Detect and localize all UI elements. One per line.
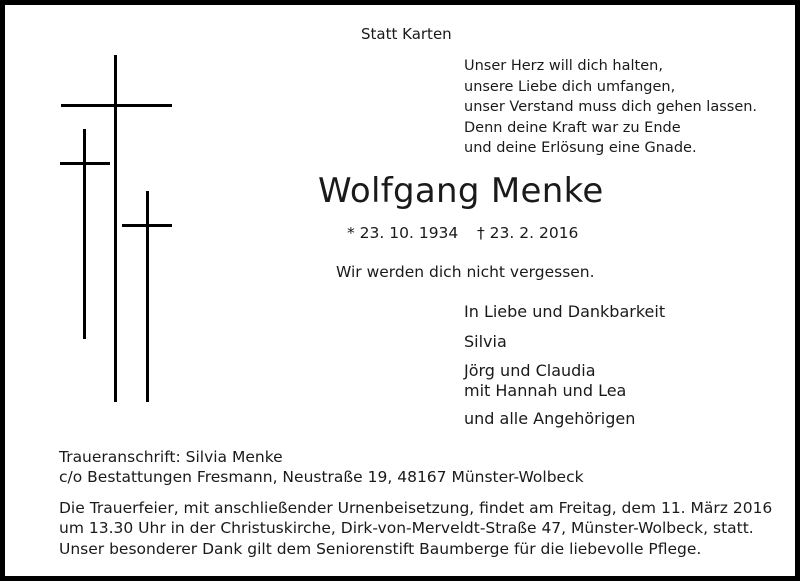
cross-left-vertical (83, 129, 86, 339)
cross-large-horizontal (61, 104, 172, 107)
funeral-note-line: Unser besonderer Dank gilt dem Seniorenstift Baumberge für die liebevolle Pflege. (59, 540, 702, 558)
poem-line: unsere Liebe dich umfangen, (464, 78, 676, 95)
funeral-note-line: Die Trauerfeier, mit anschließender Urnenbeisetzung, findet am Freitag, dem 11. März 2016 (59, 499, 773, 517)
signature-intro: In Liebe und Dankbarkeit (464, 302, 666, 321)
signature-line: und alle Angehörigen (464, 409, 636, 428)
poem-line: Denn deine Kraft war zu Ende (464, 119, 681, 136)
death-date: † 23. 2. 2016 (477, 224, 579, 242)
poem (464, 56, 757, 159)
cross-large-vertical (114, 55, 117, 402)
funeral-note-line: um 13.30 Uhr in der Christuskirche, Dirk-von-Merveldt-Straße 47, Münster-Wolbeck, statt. (59, 519, 754, 537)
statt-karten-heading: Statt Karten (361, 25, 452, 43)
mourning-address-line: Traueranschrift: Silvia Menke (59, 448, 283, 466)
poem-line: Unser Herz will dich halten, (464, 58, 663, 74)
deceased-name: Wolfgang Menke (318, 171, 604, 211)
signature-line: mit Hannah und Lea (464, 381, 627, 400)
cross-right-vertical (146, 191, 149, 402)
signature-line: Silvia (464, 332, 507, 351)
signature-line: Jörg und Claudia (464, 361, 596, 380)
poem-line: unser Verstand muss dich gehen lassen. (464, 99, 758, 115)
poem-line: und deine Erlösung eine Gnade. (464, 140, 697, 156)
farewell-text: Wir werden dich nicht vergessen. (336, 263, 595, 281)
cross-left-horizontal (60, 162, 110, 165)
cross-right-horizontal (122, 224, 172, 227)
birth-date: * 23. 10. 1934 (347, 224, 459, 242)
mourning-address-line: c/o Bestattungen Fresmann, Neustraße 19, 48167 Münster-Wolbeck (59, 468, 584, 486)
